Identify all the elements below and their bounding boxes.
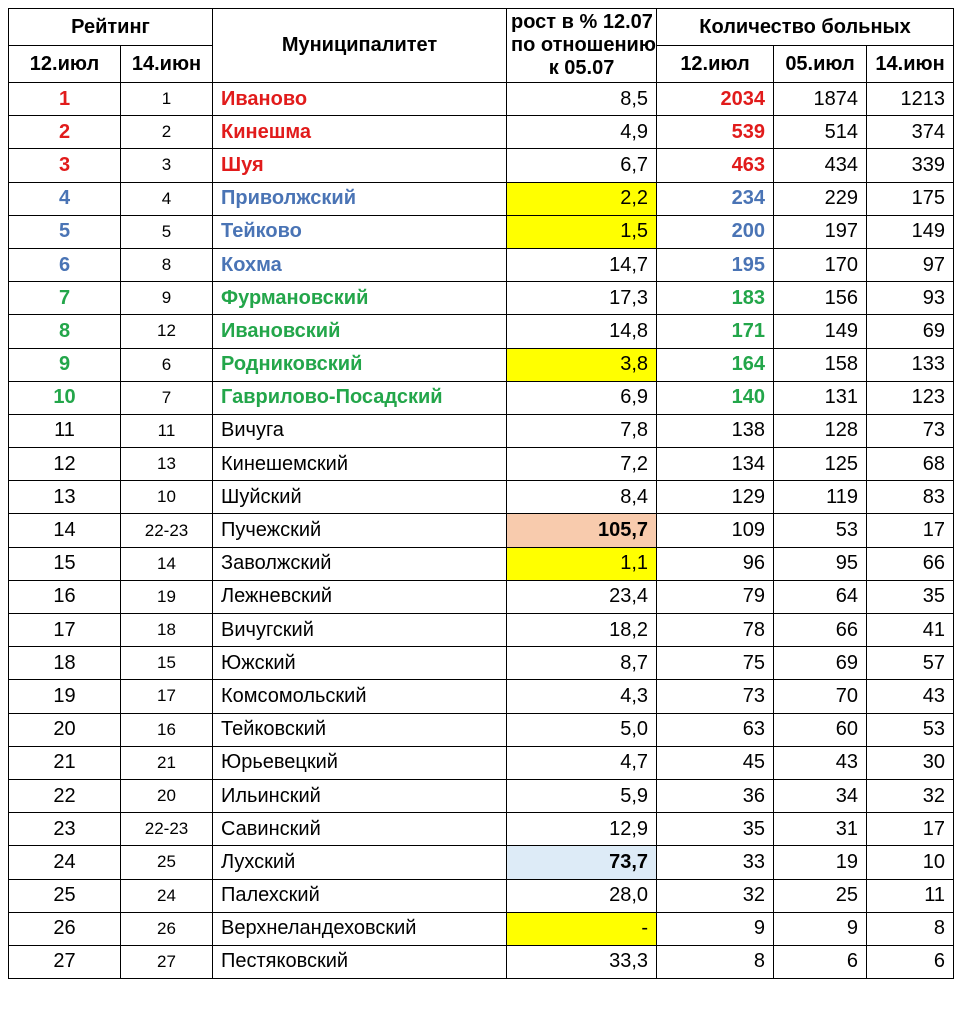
count-current-header: 12.июл [657, 46, 774, 83]
count-jul5-cell: 70 [774, 680, 867, 713]
rank-cell: 10 [9, 381, 121, 414]
count-jun14-cell: 11 [867, 879, 954, 912]
rank-cell: 15 [9, 547, 121, 580]
table-row [9, 846, 954, 879]
count-jul5-cell: 64 [774, 580, 867, 613]
municipality-cell: Лухский [213, 846, 507, 879]
count-current-cell: 140 [657, 381, 774, 414]
count-jun14-cell: 68 [867, 448, 954, 481]
rank-cell: 11 [9, 414, 121, 447]
count-jun14-cell: 123 [867, 381, 954, 414]
previous-rank-cell: 20 [121, 779, 213, 812]
growth-header-line3: к 05.07 [548, 57, 615, 79]
count-header: Количество больных [657, 9, 954, 46]
count-current-cell: 109 [657, 514, 774, 547]
count-jul5-cell: 34 [774, 779, 867, 812]
count-current-cell: 539 [657, 116, 774, 149]
rating-current-header: 12.июл [9, 46, 121, 83]
table-row [9, 580, 954, 613]
count-jun14-cell: 97 [867, 248, 954, 281]
rating-previous-header: 14.июн [121, 46, 213, 83]
growth-cell: 6,9 [507, 381, 657, 414]
table-row [9, 315, 954, 348]
growth-cell: 4,3 [507, 680, 657, 713]
count-jun14-cell: 35 [867, 580, 954, 613]
count-current-cell: 134 [657, 448, 774, 481]
previous-rank-cell: 3 [121, 149, 213, 182]
rank-cell: 19 [9, 680, 121, 713]
growth-cell: - [507, 912, 657, 945]
rank-cell: 1 [9, 83, 121, 116]
growth-cell: 18,2 [507, 614, 657, 647]
rank-cell: 20 [9, 713, 121, 746]
municipality-cell: Южский [213, 647, 507, 680]
growth-cell: 4,7 [507, 746, 657, 779]
count-jun14-cell: 93 [867, 282, 954, 315]
count-current-cell: 195 [657, 248, 774, 281]
table-row [9, 481, 954, 514]
municipality-cell: Ильинский [213, 779, 507, 812]
count-current-cell: 45 [657, 746, 774, 779]
rank-cell: 6 [9, 248, 121, 281]
count-jul5-cell: 66 [774, 614, 867, 647]
count-current-cell: 36 [657, 779, 774, 812]
count-current-cell: 129 [657, 481, 774, 514]
count-jul5-cell: 514 [774, 116, 867, 149]
rank-cell: 21 [9, 746, 121, 779]
growth-cell: 7,2 [507, 448, 657, 481]
table-row [9, 282, 954, 315]
rank-cell: 5 [9, 215, 121, 248]
previous-rank-cell: 9 [121, 282, 213, 315]
count-current-cell: 2034 [657, 83, 774, 116]
previous-rank-cell: 18 [121, 614, 213, 647]
count-jun14-cell: 133 [867, 348, 954, 381]
count-jun14-cell: 149 [867, 215, 954, 248]
count-jul5-cell: 43 [774, 746, 867, 779]
rank-cell: 9 [9, 348, 121, 381]
growth-cell: 3,8 [507, 348, 657, 381]
growth-cell: 5,9 [507, 779, 657, 812]
count-current-cell: 9 [657, 912, 774, 945]
count-jun14-cell: 175 [867, 182, 954, 215]
count-current-cell: 138 [657, 414, 774, 447]
growth-cell: 14,7 [507, 248, 657, 281]
table-row [9, 680, 954, 713]
previous-rank-cell: 27 [121, 945, 213, 978]
rating-table [8, 8, 954, 979]
municipality-cell: Комсомольский [213, 680, 507, 713]
previous-rank-cell: 25 [121, 846, 213, 879]
municipality-cell: Пучежский [213, 514, 507, 547]
count-jun14-cell: 1213 [867, 83, 954, 116]
previous-rank-cell: 11 [121, 414, 213, 447]
count-jun14-cell: 43 [867, 680, 954, 713]
count-current-cell: 200 [657, 215, 774, 248]
growth-cell: 33,3 [507, 945, 657, 978]
count-current-cell: 96 [657, 547, 774, 580]
count-current-cell: 35 [657, 813, 774, 846]
count-current-cell: 8 [657, 945, 774, 978]
rank-cell: 23 [9, 813, 121, 846]
growth-cell: 7,8 [507, 414, 657, 447]
previous-rank-cell: 17 [121, 680, 213, 713]
previous-rank-cell: 5 [121, 215, 213, 248]
rank-cell: 7 [9, 282, 121, 315]
municipality-cell: Лежневский [213, 580, 507, 613]
municipality-cell: Тейковский [213, 713, 507, 746]
municipality-cell: Палехский [213, 879, 507, 912]
previous-rank-cell: 13 [121, 448, 213, 481]
municipality-cell: Родниковский [213, 348, 507, 381]
table-row [9, 83, 954, 116]
count-jul5-cell: 60 [774, 713, 867, 746]
table-row [9, 348, 954, 381]
growth-cell: 28,0 [507, 879, 657, 912]
count-jun14-cell: 53 [867, 713, 954, 746]
count-jun14-cell: 374 [867, 116, 954, 149]
rank-cell: 4 [9, 182, 121, 215]
rank-cell: 3 [9, 149, 121, 182]
growth-cell: 14,8 [507, 315, 657, 348]
table-row [9, 779, 954, 812]
count-jul5-cell: 128 [774, 414, 867, 447]
growth-cell: 1,1 [507, 547, 657, 580]
municipality-cell: Гаврилово-Посадский [213, 381, 507, 414]
table-row [9, 713, 954, 746]
growth-cell: 23,4 [507, 580, 657, 613]
rank-cell: 24 [9, 846, 121, 879]
count-current-cell: 79 [657, 580, 774, 613]
count-current-cell: 33 [657, 846, 774, 879]
count-current-cell: 234 [657, 182, 774, 215]
count-jun14-header: 14.июн [867, 46, 954, 83]
previous-rank-cell: 12 [121, 315, 213, 348]
count-jul5-cell: 25 [774, 879, 867, 912]
count-current-cell: 32 [657, 879, 774, 912]
count-jun14-cell: 8 [867, 912, 954, 945]
count-jul5-cell: 197 [774, 215, 867, 248]
count-current-cell: 73 [657, 680, 774, 713]
count-jun14-cell: 32 [867, 779, 954, 812]
rank-cell: 25 [9, 879, 121, 912]
count-jun14-cell: 83 [867, 481, 954, 514]
previous-rank-cell: 2 [121, 116, 213, 149]
previous-rank-cell: 16 [121, 713, 213, 746]
count-jul5-cell: 170 [774, 248, 867, 281]
table-row [9, 813, 954, 846]
count-jul5-cell: 1874 [774, 83, 867, 116]
municipality-cell: Савинский [213, 813, 507, 846]
previous-rank-cell: 6 [121, 348, 213, 381]
rank-cell: 2 [9, 116, 121, 149]
municipality-cell: Кинешемский [213, 448, 507, 481]
count-current-cell: 63 [657, 713, 774, 746]
previous-rank-cell: 22-23 [121, 514, 213, 547]
count-jul5-cell: 53 [774, 514, 867, 547]
table-row [9, 182, 954, 215]
count-jul5-cell: 149 [774, 315, 867, 348]
growth-cell: 12,9 [507, 813, 657, 846]
table-row [9, 879, 954, 912]
growth-cell: 8,7 [507, 647, 657, 680]
municipality-cell: Юрьевецкий [213, 746, 507, 779]
header-row-1 [9, 9, 954, 46]
municipality-cell: Верхнеландеховский [213, 912, 507, 945]
table-row [9, 945, 954, 978]
table-row [9, 514, 954, 547]
previous-rank-cell: 22-23 [121, 813, 213, 846]
rank-cell: 16 [9, 580, 121, 613]
table-row [9, 414, 954, 447]
municipality-cell: Пестяковский [213, 945, 507, 978]
count-current-cell: 183 [657, 282, 774, 315]
count-jun14-cell: 73 [867, 414, 954, 447]
previous-rank-cell: 4 [121, 182, 213, 215]
growth-header-line1: рост в % 12.07 [511, 11, 653, 33]
count-jun14-cell: 6 [867, 945, 954, 978]
count-current-cell: 164 [657, 348, 774, 381]
rank-cell: 17 [9, 614, 121, 647]
rank-cell: 14 [9, 514, 121, 547]
count-jun14-cell: 17 [867, 514, 954, 547]
count-jun14-cell: 66 [867, 547, 954, 580]
table-row [9, 116, 954, 149]
table-row [9, 912, 954, 945]
table-row [9, 614, 954, 647]
count-jul5-cell: 119 [774, 481, 867, 514]
municipality-cell: Тейково [213, 215, 507, 248]
previous-rank-cell: 1 [121, 83, 213, 116]
count-jul5-cell: 156 [774, 282, 867, 315]
count-jun14-cell: 17 [867, 813, 954, 846]
municipality-cell: Кохма [213, 248, 507, 281]
count-jul5-header: 05.июл [774, 46, 867, 83]
count-jun14-cell: 30 [867, 746, 954, 779]
rank-cell: 22 [9, 779, 121, 812]
municipality-cell: Шуя [213, 149, 507, 182]
rank-cell: 12 [9, 448, 121, 481]
municipality-cell: Кинешма [213, 116, 507, 149]
previous-rank-cell: 8 [121, 248, 213, 281]
table-row [9, 448, 954, 481]
growth-cell: 8,4 [507, 481, 657, 514]
growth-header-line2: по отношению [511, 34, 656, 56]
count-jun14-cell: 10 [867, 846, 954, 879]
previous-rank-cell: 21 [121, 746, 213, 779]
count-current-cell: 171 [657, 315, 774, 348]
count-jun14-cell: 57 [867, 647, 954, 680]
count-jun14-cell: 69 [867, 315, 954, 348]
table-row [9, 381, 954, 414]
municipality-cell: Приволжский [213, 182, 507, 215]
count-jul5-cell: 131 [774, 381, 867, 414]
rating-header: Рейтинг [9, 9, 213, 46]
count-jul5-cell: 19 [774, 846, 867, 879]
count-jul5-cell: 9 [774, 912, 867, 945]
previous-rank-cell: 7 [121, 381, 213, 414]
table-row [9, 647, 954, 680]
count-current-cell: 78 [657, 614, 774, 647]
municipality-header: Муниципалитет [213, 9, 507, 83]
count-jul5-cell: 31 [774, 813, 867, 846]
count-jul5-cell: 125 [774, 448, 867, 481]
previous-rank-cell: 15 [121, 647, 213, 680]
municipality-cell: Шуйский [213, 481, 507, 514]
table-row [9, 746, 954, 779]
previous-rank-cell: 19 [121, 580, 213, 613]
previous-rank-cell: 14 [121, 547, 213, 580]
growth-cell: 5,0 [507, 713, 657, 746]
count-jul5-cell: 69 [774, 647, 867, 680]
previous-rank-cell: 24 [121, 879, 213, 912]
count-jul5-cell: 434 [774, 149, 867, 182]
growth-cell: 2,2 [507, 182, 657, 215]
previous-rank-cell: 26 [121, 912, 213, 945]
rank-cell: 27 [9, 945, 121, 978]
municipality-cell: Вичугский [213, 614, 507, 647]
growth-cell: 1,5 [507, 215, 657, 248]
rank-cell: 13 [9, 481, 121, 514]
growth-cell: 73,7 [507, 846, 657, 879]
growth-header [507, 9, 657, 83]
count-current-cell: 75 [657, 647, 774, 680]
rank-cell: 8 [9, 315, 121, 348]
count-jun14-cell: 339 [867, 149, 954, 182]
count-jul5-cell: 158 [774, 348, 867, 381]
previous-rank-cell: 10 [121, 481, 213, 514]
municipality-cell: Вичуга [213, 414, 507, 447]
growth-cell: 6,7 [507, 149, 657, 182]
count-jul5-cell: 229 [774, 182, 867, 215]
municipality-cell: Ивановский [213, 315, 507, 348]
growth-cell: 8,5 [507, 83, 657, 116]
count-current-cell: 463 [657, 149, 774, 182]
growth-cell: 4,9 [507, 116, 657, 149]
table-row [9, 215, 954, 248]
table-row [9, 547, 954, 580]
table-body [9, 83, 954, 979]
rank-cell: 26 [9, 912, 121, 945]
table-row [9, 248, 954, 281]
count-jul5-cell: 95 [774, 547, 867, 580]
table-row [9, 149, 954, 182]
growth-cell: 105,7 [507, 514, 657, 547]
rank-cell: 18 [9, 647, 121, 680]
municipality-cell: Иваново [213, 83, 507, 116]
municipality-cell: Фурмановский [213, 282, 507, 315]
growth-cell: 17,3 [507, 282, 657, 315]
count-jun14-cell: 41 [867, 614, 954, 647]
municipality-cell: Заволжский [213, 547, 507, 580]
count-jul5-cell: 6 [774, 945, 867, 978]
